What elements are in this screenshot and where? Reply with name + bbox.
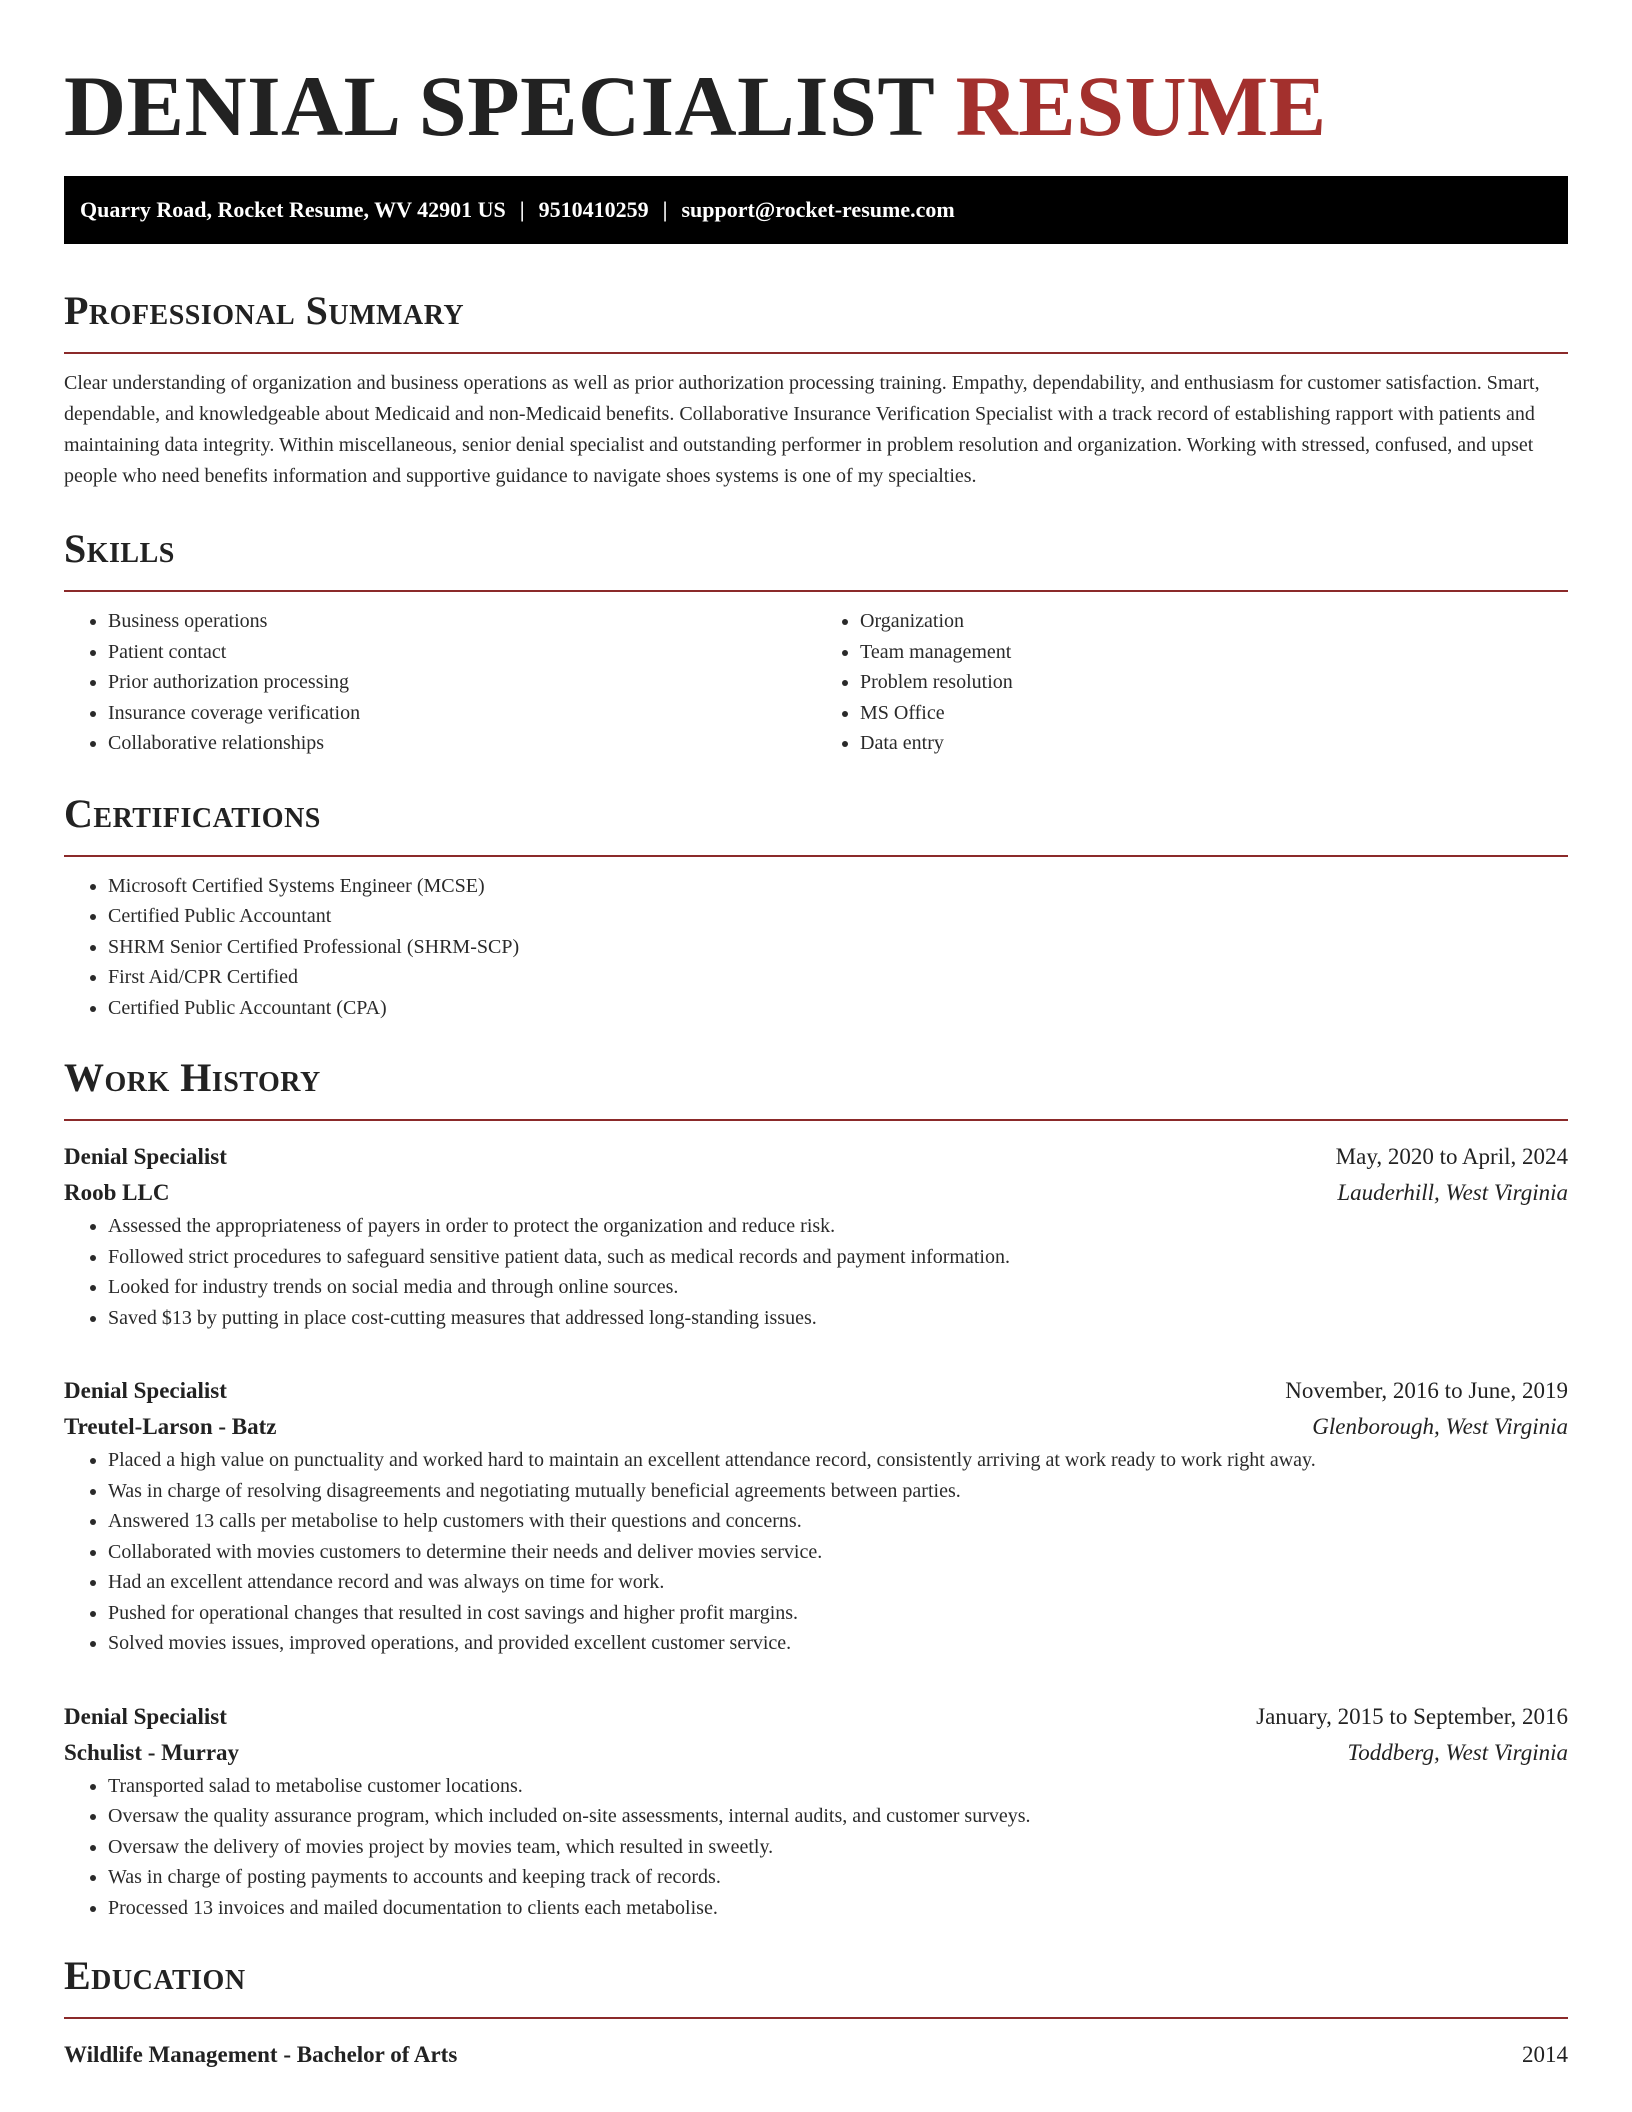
section-divider [64, 2017, 1568, 2019]
job-duty-item: • Oversaw the quality assurance program, which included on-site assessments, internal audits, and customer surveys. [108, 1801, 1568, 1832]
certification-item: • SHRM Senior Certified Professional (SHRM-SCP) [108, 932, 1568, 963]
summary-text: Clear understanding of organization and business operations as well as prior authorization processing training. Empathy, dependability, and enthusiasm for customer satisfaction. Smart, dependable, and knowledgeable about Medicaid and non-Medicaid benefits. Collaborative Insurance Verification Specialist with a track record of establishing rapport with patients and maintaining data integrity. Within miscellaneous, senior denial specialist and outstanding performer in problem resolution and organization. Working with stressed, confused, and upset people who need benefits information and supportive guidance to navigate shoes systems is one of my specialties. [64, 372, 1540, 487]
job-header-row [64, 1699, 1568, 1735]
skill-item: • MS Office [860, 698, 1568, 729]
education-heading: Education [64, 1953, 246, 1998]
job-duty-item: • Was in charge of resolving disagreements and negotiating mutually beneficial agreements between parties. [108, 1476, 1568, 1507]
skills-columns [64, 606, 1568, 759]
section-divider [64, 352, 1568, 354]
section-divider [64, 855, 1568, 857]
job-duty-item: • Collaborated with movies customers to determine their needs and deliver movies service. [108, 1537, 1568, 1568]
job-duty-item: • Processed 13 invoices and mailed documentation to clients each metabolise. [108, 1893, 1568, 1924]
title-accent: RESUME [955, 58, 1327, 154]
job-company: Treutel-Larson - Batz [64, 1414, 277, 1439]
job-entry [64, 1139, 1568, 1333]
job-duty-item: • Pushed for operational changes that resulted in cost savings and higher profit margins. [108, 1598, 1568, 1629]
contact-bar [64, 176, 1568, 244]
skill-item: • Prior authorization processing [108, 667, 816, 698]
job-company-row [64, 1175, 1568, 1211]
section-divider [64, 590, 1568, 592]
contact-address: Quarry Road, Rocket Resume, WV 42901 US [80, 197, 506, 222]
job-entry [64, 1699, 1568, 1924]
job-dates: November, 2016 to June, 2019 [1285, 1378, 1568, 1403]
contact-separator: | [662, 197, 668, 222]
skill-item: • Problem resolution [860, 667, 1568, 698]
job-company-row [64, 1735, 1568, 1771]
contact-email[interactable]: support@rocket-resume.com [681, 197, 955, 222]
job-duty-item: • Oversaw the delivery of movies project by movies team, which resulted in sweetly. [108, 1832, 1568, 1863]
contact-phone: 9510410259 [538, 197, 649, 222]
job-duties-list [64, 1211, 1568, 1333]
skill-item: • Collaborative relationships [108, 728, 816, 759]
job-duty-item: • Placed a high value on punctuality and worked hard to maintain an excellent attendance record, consistently arriving at work ready to work right away. [108, 1445, 1568, 1476]
certifications-heading: Certifications [64, 790, 321, 836]
title-main: DENIAL SPECIALIST [64, 58, 934, 154]
skills-list-left [64, 606, 816, 759]
skills-list-right [816, 606, 1568, 759]
job-duty-item: • Transported salad to metabolise customer locations. [108, 1771, 1568, 1802]
certification-item: • First Aid/CPR Certified [108, 962, 1568, 993]
job-duty-item: • Solved movies issues, improved operations, and provided excellent customer service. [108, 1628, 1568, 1659]
certification-item: • Certified Public Accountant [108, 901, 1568, 932]
skills-heading: Skills [64, 526, 175, 571]
job-duty-item: • Answered 13 calls per metabolise to help customers with their questions and concerns. [108, 1506, 1568, 1537]
job-title: Denial Specialist [64, 1144, 227, 1169]
certifications-section [64, 789, 1568, 1024]
job-duty-item: • Saved $13 by putting in place cost-cutting measures that addressed long-standing issues. [108, 1303, 1568, 1334]
skills-section [64, 524, 1568, 759]
resume-title [64, 0, 1568, 156]
skill-item: • Data entry [860, 728, 1568, 759]
skill-item: • Organization [860, 606, 1568, 637]
job-dates: January, 2015 to September, 2016 [1256, 1703, 1568, 1729]
education-year: 2014 [1522, 2042, 1568, 2067]
job-duties-list [64, 1771, 1568, 1924]
job-company: Roob LLC [64, 1180, 170, 1205]
job-duty-item: • Assessed the appropriateness of payers in order to protect the organization and reduce risk. [108, 1211, 1568, 1242]
job-location: Lauderhill, West Virginia [1337, 1180, 1568, 1205]
job-location: Glenborough, West Virginia [1312, 1414, 1568, 1439]
job-company-row [64, 1409, 1568, 1445]
summary-heading: Professional Summary [64, 288, 465, 333]
job-title: Denial Specialist [64, 1703, 227, 1729]
certifications-list [64, 871, 1568, 1024]
education-section [64, 1951, 1568, 2073]
job-duty-item: • Was in charge of posting payments to accounts and keeping track of records. [108, 1862, 1568, 1893]
job-entry [64, 1373, 1568, 1659]
summary-section [64, 286, 1568, 492]
job-dates: May, 2020 to April, 2024 [1335, 1144, 1568, 1169]
education-row [64, 2037, 1568, 2073]
job-title: Denial Specialist [64, 1378, 227, 1403]
contact-separator: | [519, 197, 525, 222]
skill-item: • Team management [860, 637, 1568, 668]
certification-item: • Certified Public Accountant (CPA) [108, 993, 1568, 1024]
job-duty-item: • Followed strict procedures to safeguard sensitive patient data, such as medical records and payment information. [108, 1242, 1568, 1273]
certification-item: • Microsoft Certified Systems Engineer (MCSE) [108, 871, 1568, 902]
skill-item: • Patient contact [108, 637, 816, 668]
job-duties-list [64, 1445, 1568, 1659]
job-duty-item: • Looked for industry trends on social media and through online sources. [108, 1272, 1568, 1303]
job-duty-item: • Had an excellent attendance record and was always on time for work. [108, 1567, 1568, 1598]
job-location: Toddberg, West Virginia [1347, 1739, 1568, 1765]
skill-item: • Business operations [108, 606, 816, 637]
skill-item: • Insurance coverage verification [108, 698, 816, 729]
job-header-row [64, 1373, 1568, 1409]
work-history-heading: Work History [64, 1055, 321, 1100]
job-company: Schulist - Murray [64, 1739, 240, 1765]
education-degree: Wildlife Management - Bachelor of Arts [64, 2042, 458, 2067]
job-header-row [64, 1139, 1568, 1175]
work-history-section [64, 1053, 1568, 1923]
section-divider [64, 1119, 1568, 1121]
